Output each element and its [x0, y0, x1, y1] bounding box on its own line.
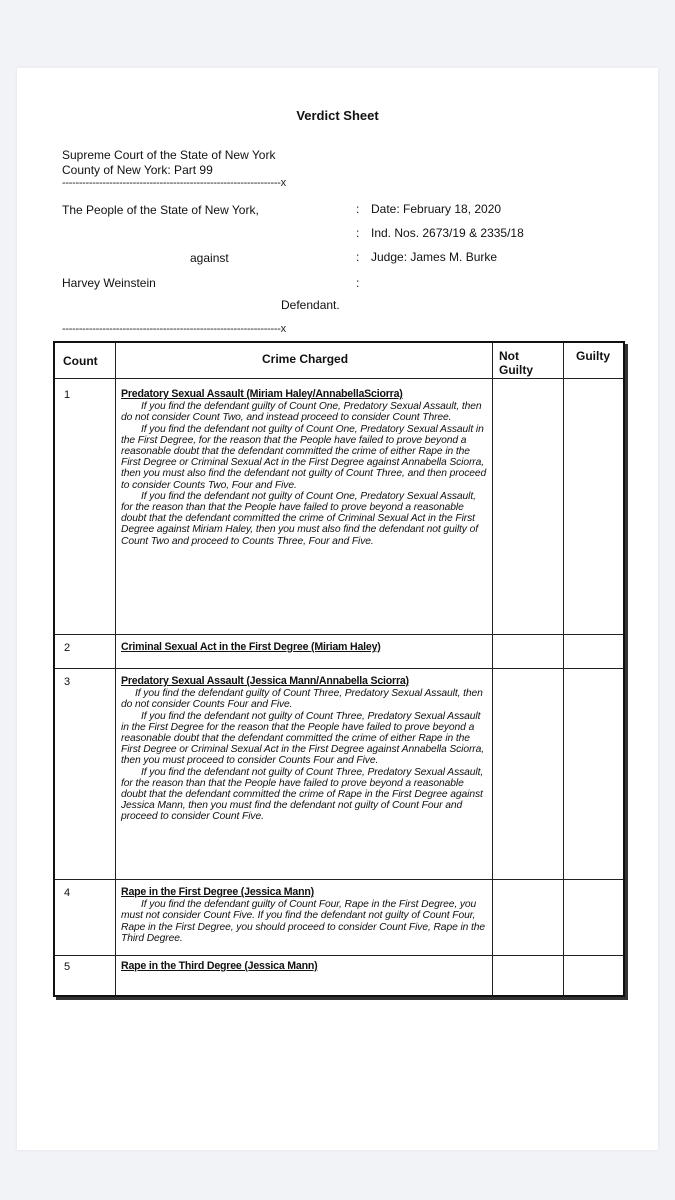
count-number: 5 [64, 961, 71, 973]
caption-colon: : [356, 250, 360, 264]
header-guilty: Guilty [576, 349, 611, 363]
indictment-numbers: Ind. Nos. 2673/19 & 2335/18 [371, 226, 524, 240]
instruction-paragraph: If you find the defendant guilty of Count One, Predatory Sexual Assault, then do not consider Count Two, and instead proceed to consider Count Three. [121, 401, 482, 424]
case-date: Date: February 18, 2020 [371, 202, 502, 216]
count-number: 4 [64, 887, 71, 899]
crime-title: Criminal Sexual Act in the First Degree (Miriam Haley) [121, 641, 381, 653]
row-divider [55, 668, 623, 669]
defendant-label: Defendant. [281, 298, 340, 312]
instruction-paragraph: If you find the defendant not guilty of Count Three, Predatory Sexual Assault, for the reason than that the People have failed to prove beyond a reasonable doubt that the defendant committed the crime of Rape in the First Degree against Jessica Mann, then you must find the defendant not guilty of Count Four and proceed to consider Count Five. [121, 766, 484, 823]
crime-description [121, 389, 489, 547]
row-divider [55, 879, 623, 880]
caption-colon: : [356, 276, 360, 290]
caption-colon: : [356, 202, 360, 216]
plaintiff-name: The People of the State of New York, [62, 203, 259, 217]
count-number: 3 [64, 676, 71, 688]
crime-description [121, 961, 489, 973]
court-county: County of New York: Part 99 [62, 163, 213, 177]
instruction-paragraph: If you find the defendant guilty of Count Three, Predatory Sexual Assault, then do not consider Counts Four and Five. [121, 688, 483, 711]
column-divider [563, 343, 564, 995]
column-divider [492, 343, 493, 995]
count-number: 1 [64, 389, 71, 401]
crime-description [121, 642, 489, 654]
crime-description [121, 887, 489, 944]
header-crime-charged: Crime Charged [262, 352, 349, 366]
verdict-table [53, 341, 625, 997]
row-divider [55, 378, 623, 379]
instruction-paragraph: If you find the defendant not guilty of Count One, Predatory Sexual Assault in the First Degree, for the reason that the People have failed to prove beyond a reasonable doubt that the defendant committed the crime of either Rape in the First Degree or Criminal Sexual Act in the First Degree against Annabella Sciorra, then you must also find the defendant not guilty of Count Three, and then proceed to consider Counts Two, Four and Five. [121, 423, 487, 491]
crime-title: Predatory Sexual Assault (Miriam Haley/AnnabellaSciorra) [121, 388, 403, 400]
caption-divider-top: -----------------------------------------------------------------x [62, 177, 286, 189]
crime-title: Rape in the Third Degree (Jessica Mann) [121, 960, 318, 972]
against-label: against [190, 251, 229, 265]
crime-description [121, 676, 489, 823]
page-title: Verdict Sheet [296, 108, 379, 123]
row-divider [55, 634, 623, 635]
column-divider [115, 343, 116, 995]
caption-divider-bottom: -----------------------------------------------------------------x [62, 323, 286, 335]
header-not-guilty: Not Guilty [499, 349, 534, 377]
court-name: Supreme Court of the State of New York [62, 148, 276, 162]
defendant-name: Harvey Weinstein [62, 276, 156, 290]
count-number: 2 [64, 642, 71, 654]
header-count: Count [63, 354, 98, 368]
instruction-paragraph: If you find the defendant not guilty of Count Three, Predatory Sexual Assault in the First Degree for the reason that the People have failed to prove beyond a reasonable doubt that the defendant committed the crime of either Rape in the First Degree or Criminal Sexual Act in the First Degree against Annabella Sciorra, then you must proceed to consider Counts Four and Five. [121, 710, 485, 767]
crime-title: Rape in the First Degree (Jessica Mann) [121, 886, 314, 898]
instruction-paragraph: If you find the defendant not guilty of Count One, Predatory Sexual Assault, for the reason than that the People have failed to prove beyond a reasonable doubt that the defendant committed the crime of Criminal Sexual Act in the First Degree against Miriam Haley, then you must also find the defendant not guilty of Count Two and proceed to Counts Three, Four and Five. [121, 490, 478, 547]
row-divider [55, 955, 623, 956]
caption-colon: : [356, 226, 360, 240]
judge-name: Judge: James M. Burke [371, 250, 498, 264]
instruction-paragraph: If you find the defendant guilty of Count Four, Rape in the First Degree, you must not consider Count Five. If you find the defendant not guilty of Count Four, Rape in the First Degree, you should proceed to consider Count Five, Rape in the Third Degree. [121, 899, 486, 944]
crime-title: Predatory Sexual Assault (Jessica Mann/Annabella Sciorra) [121, 675, 409, 687]
